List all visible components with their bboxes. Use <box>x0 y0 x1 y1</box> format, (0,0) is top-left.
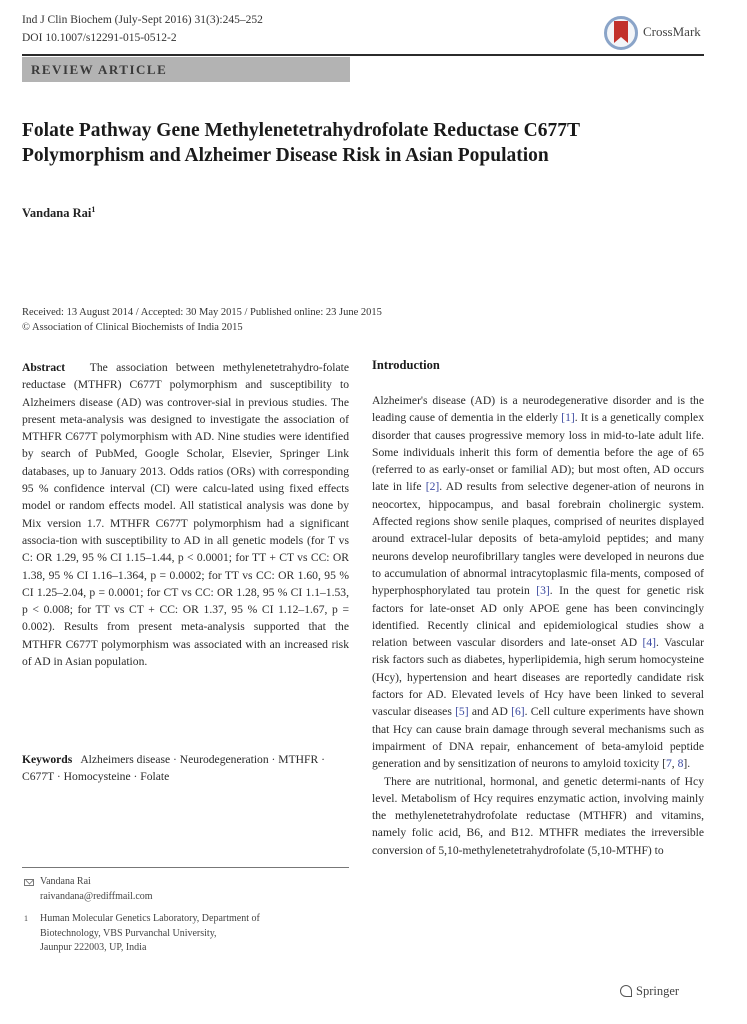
section-heading-introduction: Introduction <box>372 358 440 372</box>
header-divider <box>22 54 704 56</box>
affiliation <box>22 912 349 956</box>
text-run: . Cell culture experiments have shown that Hcy can cause brain damage through several mechanisms such as impairment of DNA repair, enhancement of beta-amyloid peptide generation and by sensitization of neurons to amyloid toxicity [ <box>372 705 704 771</box>
affiliation-mark: 1 <box>24 914 28 923</box>
citation-link[interactable]: [5] <box>455 705 469 719</box>
introduction-paragraph <box>372 392 704 773</box>
footnote-divider <box>22 867 349 868</box>
affiliation-line: Human Molecular Genetics Laboratory, Department of <box>40 913 260 924</box>
text-run: . AD results from selective degener-ation of neurons in neocortex, hippocampus, and basal forebrain cholinergic system. Affected regions show senile plaques, comprised of neurites displayed around extracel-lular deposits of beta-amyloid peptides; and many neurons develop neurofibrillary tangles were developed in neurons due to accumulation of abnormal intracytoplasmic fila-ments, composed of hyperphosphorylated tau protein <box>372 480 704 598</box>
citation-link[interactable]: [6] <box>511 705 525 719</box>
text-run: Alzheimer's disease (AD) is a neurodegenerative disorder and is the leading cause of dementia in the elderly <box>372 394 704 425</box>
corresponding-name: Vandana Rai <box>40 876 91 887</box>
publisher-logo <box>620 983 679 999</box>
envelope-icon <box>24 879 34 886</box>
article-type-band <box>22 57 350 82</box>
article-title: Folate Pathway Gene Methylenetetrahydrofolate Reductase C677T Polymorphism and Alzheimer Disease Risk in Asian Population <box>22 120 580 166</box>
crossmark-label: CrossMark <box>643 24 701 39</box>
corresponding-author <box>22 875 349 904</box>
text-run: . Vascular risk factors such as diabetes, hyperlipidemia, high serum homocysteine (Hcy), hypertension and heart diseases are reportedly candidate risk factors for AD. Elevated levels of Hcy have been linked to several vascular diseases <box>372 636 704 719</box>
corresponding-email[interactable]: raivandana@rediffmail.com <box>40 890 153 902</box>
keywords-text: Alzheimers disease · Neurodegeneration · MTHFR · C677T · Homocysteine · Folate <box>22 753 325 784</box>
introduction-body <box>372 392 704 859</box>
citation-link[interactable]: [4] <box>642 636 657 650</box>
copyright: © Association of Clinical Biochemists of India 2015 <box>22 322 243 333</box>
author-line <box>22 205 95 221</box>
abstract-label: Abstract <box>22 361 66 374</box>
journal-citation: Ind J Clin Biochem (July-Sept 2016) 31(3):245–252 <box>22 14 263 26</box>
text-run: . It is a genetically complex disorder that causes progressive memory loss in mid-to-late adult life. Some individuals inherit this form of dementia before the age of 65 (referred to as early-onset or familial AD); but most often, AD occurs late in life <box>372 411 704 494</box>
citation-link[interactable]: [2] <box>425 480 440 494</box>
springer-horse-icon <box>620 985 632 997</box>
abstract-text: The association between methylenetetrahydro-folate reductase (MTHFR) C677T polymorphism and susceptibility to Alzheimers disease (AD) was controver-sial in previous studies. The present meta-analysis was designed to investigate the association of MTHFR C677T polymorphism with AD. Nine studies were identified by search of PubMed, Google Scholar, Elsevier, Springer Link databases, up to January 2013. Odds ratios (ORs) with corresponding 95 % confidence interval (CI) were calcu-lated using fixed effects model or random effects model. All statistical analysis was done by Mix version 1.7. MTHFR C677T polymorphism had a significant associa-tion with susceptibility to AD in all genetic models (for T vs C: OR 1.29, 95 % CI 1.15–1.44, p < 0.0001; for TT + CT vs CC: OR 1.38, 95 % CI 1.16–1.364, p = 0.0002; for TT vs CC: OR 1.60, 95 % CI 1.25–2.04, p = 0.0001; for CT vs CC: OR 1.28, 95 % CI 1.1–1.53, p < 0.008; for TT vs CT + CC: OR 1.37, 95 % CI 1.12–1.67, p = 0.002). Results from present meta-analysis supported that the MTHFR C677T polymorphism was associated with an increased risk of AD in Asian population. <box>22 361 349 669</box>
keywords <box>22 751 349 786</box>
publisher-name: Springer <box>636 984 680 998</box>
publication-dates <box>22 305 382 335</box>
article-type-label: REVIEW ARTICLE <box>31 62 168 77</box>
crossmark-badge[interactable] <box>604 16 744 52</box>
history-dates: Received: 13 August 2014 / Accepted: 30 May 2015 / Published online: 23 June 2015 <box>22 307 382 318</box>
footnotes <box>22 875 349 956</box>
affiliation-line: Biotechnology, VBS Purvanchal University, <box>40 927 217 939</box>
abstract <box>22 359 349 670</box>
text-run: and AD <box>468 705 512 719</box>
doi-link[interactable]: DOI 10.1007/s12291-015-0512-2 <box>22 32 177 44</box>
author-affiliation-mark: 1 <box>91 205 96 214</box>
text-run: ]. <box>683 757 691 771</box>
affiliation-line: Jaunpur 222003, UP, India <box>40 942 147 953</box>
text-run: . In the quest for genetic risk factors for late-onset AD only APOE gene has been convincingly identified. Recently clinical and epidemiological studies show a relation between vascular disorders and late-onset AD <box>372 584 704 650</box>
author-name[interactable]: Vandana Rai <box>22 206 92 221</box>
text-run: , <box>671 757 678 771</box>
keywords-label: Keywords <box>22 753 73 766</box>
citation-link[interactable]: [3] <box>536 584 550 598</box>
citation-link[interactable]: [1] <box>561 411 575 425</box>
citation-link[interactable]: 8 <box>677 757 684 771</box>
introduction-paragraph: There are nutritional, hormonal, and genetic determi-nants of Hcy level. Metabolism of Hcy requires enzymatic action, involving mainly the methylenetetrahydrofolate reductase (MTHFR) and vitamins, namely folic acid, B6, and B12. MTHFR mediates the irreversible conversion of 5,10-methylenetetrahydrofolate (5,10-MTHF) to <box>372 774 704 857</box>
citation-link[interactable]: 7 <box>665 757 672 771</box>
